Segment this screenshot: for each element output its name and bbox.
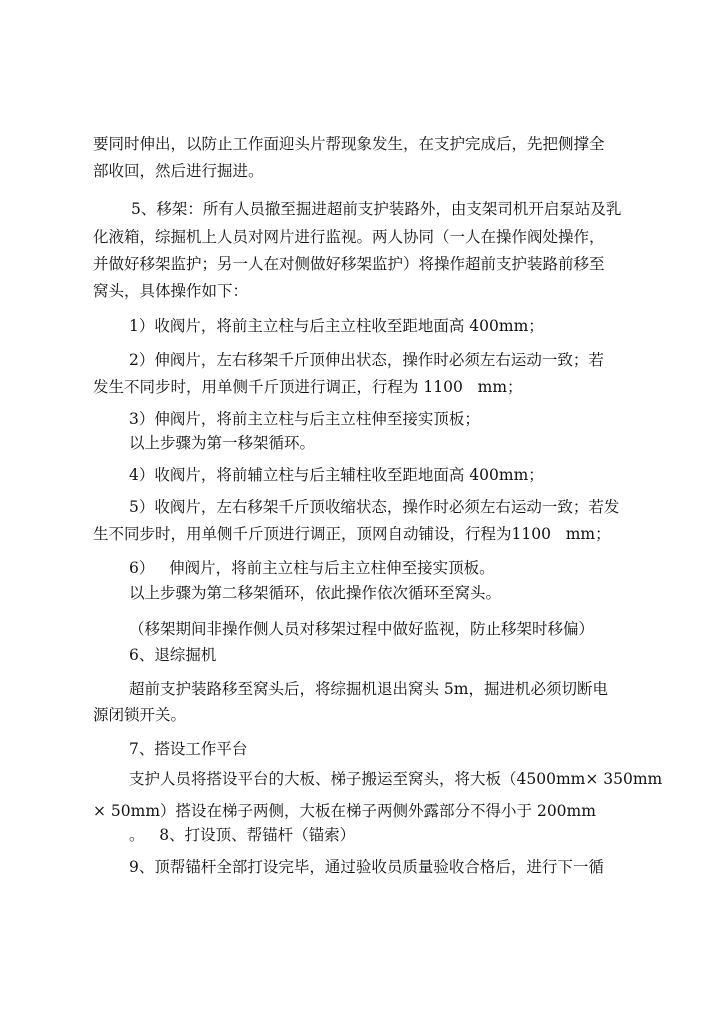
section-heading: 7、搭设工作平台 [129,740,248,758]
text-line: 9、顶帮锚杆全部打设完毕，通过验收员质量验收合格后，进行下一循 [129,858,604,876]
text-line: 发生不同步时，用单侧千斤顶进行调正，行程为 1100 mm； [93,378,523,396]
text-line: 窝头，具体操作如下： [93,282,249,300]
section-heading: 6、退综掘机 [129,646,217,664]
text-line: 源闭锁开关。 [93,706,187,724]
text-line: （移架期间非操作侧人员对移架过程中做好监视，防止移架时移偏） [129,620,595,638]
text-line: 1）收阀片，将前主立柱与后主立柱收至距地面高 400mm； [129,317,544,335]
text-line: 以上步骤为第二移架循环，依此操作依次循环至窝头。 [129,584,502,602]
text-line: 以上步骤为第一移架循环。 [129,434,316,452]
text-line: × 50mm）搭设在梯子两侧，大板在梯子两侧外露部分不得小于 200mm [93,802,596,820]
section-heading: 。 8、打设顶、帮锚杆（锚索） [129,826,356,844]
text-line: 6） 伸阀片，将前主立柱与后主立柱伸至接实顶板。 [129,559,495,577]
text-line: 5）收阀片，左右移架千斤顶收缩状态，操作时必须左右运动一致；若发 [129,498,620,516]
text-line: 超前支护装路移至窝头后，将综掘机退出窝头 5m，掘进机必须切断电 [129,680,608,698]
text-line: 化液箱，综掘机上人员对网片进行监视。两人协同（一人在操作阀处操作， [93,228,605,246]
text-line: 并做好移架监护；另一人在对侧做好移架监护）将操作超前支护装路前移至 [93,255,605,273]
text-line: 支护人员将搭设平台的大板、梯子搬运至窝头，将大板（4500mm× 350mm [129,770,663,788]
text-line: 5、移架：所有人员撤至掘进超前支护装路外，由支架司机开启泵站及乳 [131,200,622,218]
text-line: 4）收阀片，将前辅立柱与后主辅柱收至距地面高 400mm； [129,466,544,484]
text-line: 生不同步时，用单侧千斤顶进行调正，顶网自动铺设，行程为1100 mm； [93,525,611,543]
text-line: 要同时伸出，以防止工作面迎头片帮现象发生，在支护完成后，先把侧撑全 [93,135,605,153]
text-line: 3）伸阀片，将前主立柱与后主立柱伸至接实顶板； [129,410,480,428]
text-line: 2）伸阀片，左右移架千斤顶伸出状态，操作时必须左右运动一致；若 [129,351,604,369]
text-line: 部收回，然后进行掘进。 [93,162,264,180]
